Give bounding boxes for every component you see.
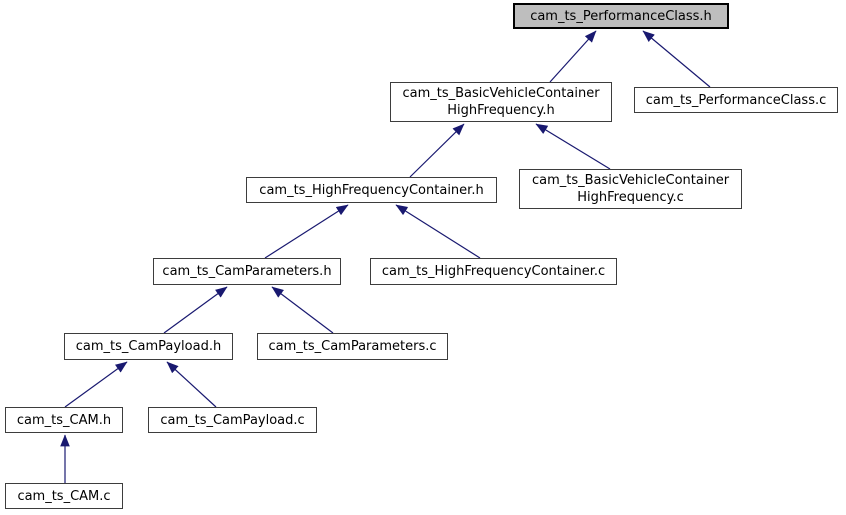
graph-node-cam-ts-campayload-h[interactable] bbox=[64, 333, 233, 360]
graph-edge-cam-ts-camparameters-c-to-cam-ts-camparameters-h bbox=[272, 287, 333, 333]
graph-edge-cam-ts-campayload-h-to-cam-ts-camparameters-h bbox=[164, 287, 227, 333]
graph-node-cam-ts-campayload-c[interactable] bbox=[148, 407, 317, 433]
graph-edge-cam-ts-basicvehiclecontainerhighfrequency-c-to-cam-ts-basicvehiclecontainerhighfrequency-h bbox=[536, 124, 610, 169]
graph-edge-cam-ts-cam-h-to-cam-ts-campayload-h bbox=[65, 362, 127, 407]
graph-node-cam-ts-basicvehiclecontainerhighfrequency-h[interactable] bbox=[390, 82, 612, 122]
graph-node-label: cam_ts_CamParameters.c bbox=[268, 339, 437, 354]
graph-node-label: cam_ts_HighFrequencyContainer.h bbox=[259, 182, 484, 198]
graph-node-cam-ts-camparameters-h[interactable] bbox=[153, 258, 341, 285]
graph-node-label: cam_ts_CamParameters.h bbox=[162, 264, 332, 279]
graph-node-label: cam_ts_CamPayload.h bbox=[75, 339, 222, 354]
graph-node-cam-ts-highfrequencycontainer-c[interactable] bbox=[370, 258, 617, 285]
graph-edge-cam-ts-highfrequencycontainer-h-to-cam-ts-basicvehiclecontainerhighfrequency-h bbox=[410, 124, 464, 177]
graph-node-label: cam_ts_PerformanceClass.c bbox=[645, 92, 827, 108]
graph-node-label: cam_ts_BasicVehicleContainer bbox=[531, 173, 730, 188]
graph-node-cam-ts-performanceclass-h[interactable] bbox=[513, 3, 729, 29]
graph-node-cam-ts-cam-h[interactable] bbox=[5, 407, 123, 433]
graph-edge-cam-ts-basicvehiclecontainerhighfrequency-h-to-cam-ts-performanceclass-h bbox=[550, 31, 596, 82]
graph-edge-cam-ts-highfrequencycontainer-c-to-cam-ts-highfrequencycontainer-h bbox=[396, 205, 480, 258]
graph-node-cam-ts-basicvehiclecontainerhighfrequency-c[interactable] bbox=[519, 169, 742, 209]
graph-edge-cam-ts-campayload-c-to-cam-ts-campayload-h bbox=[167, 362, 216, 407]
graph-node-label: cam_ts_CAM.h bbox=[16, 412, 112, 428]
graph-node-label: cam_ts_BasicVehicleContainer bbox=[402, 86, 600, 101]
graph-node-cam-ts-camparameters-c[interactable] bbox=[257, 333, 448, 360]
graph-edge-cam-ts-camparameters-h-to-cam-ts-highfrequencycontainer-h bbox=[265, 205, 348, 258]
graph-node-label: HighFrequency.h bbox=[447, 103, 555, 118]
graph-node-cam-ts-performanceclass-c[interactable] bbox=[634, 87, 838, 113]
graph-node-label: cam_ts_CAM.c bbox=[17, 488, 111, 504]
graph-node-cam-ts-highfrequencycontainer-h[interactable] bbox=[246, 177, 497, 203]
graph-node-label: cam_ts_HighFrequencyContainer.c bbox=[381, 264, 606, 279]
graph-node-label: HighFrequency.c bbox=[577, 190, 684, 205]
graph-node-label: cam_ts_PerformanceClass.h bbox=[530, 8, 712, 24]
graph-node-label: cam_ts_CamPayload.c bbox=[160, 412, 305, 428]
graph-node-cam-ts-cam-c[interactable] bbox=[5, 483, 123, 509]
graph-edge-cam-ts-performanceclass-c-to-cam-ts-performanceclass-h bbox=[643, 31, 710, 87]
